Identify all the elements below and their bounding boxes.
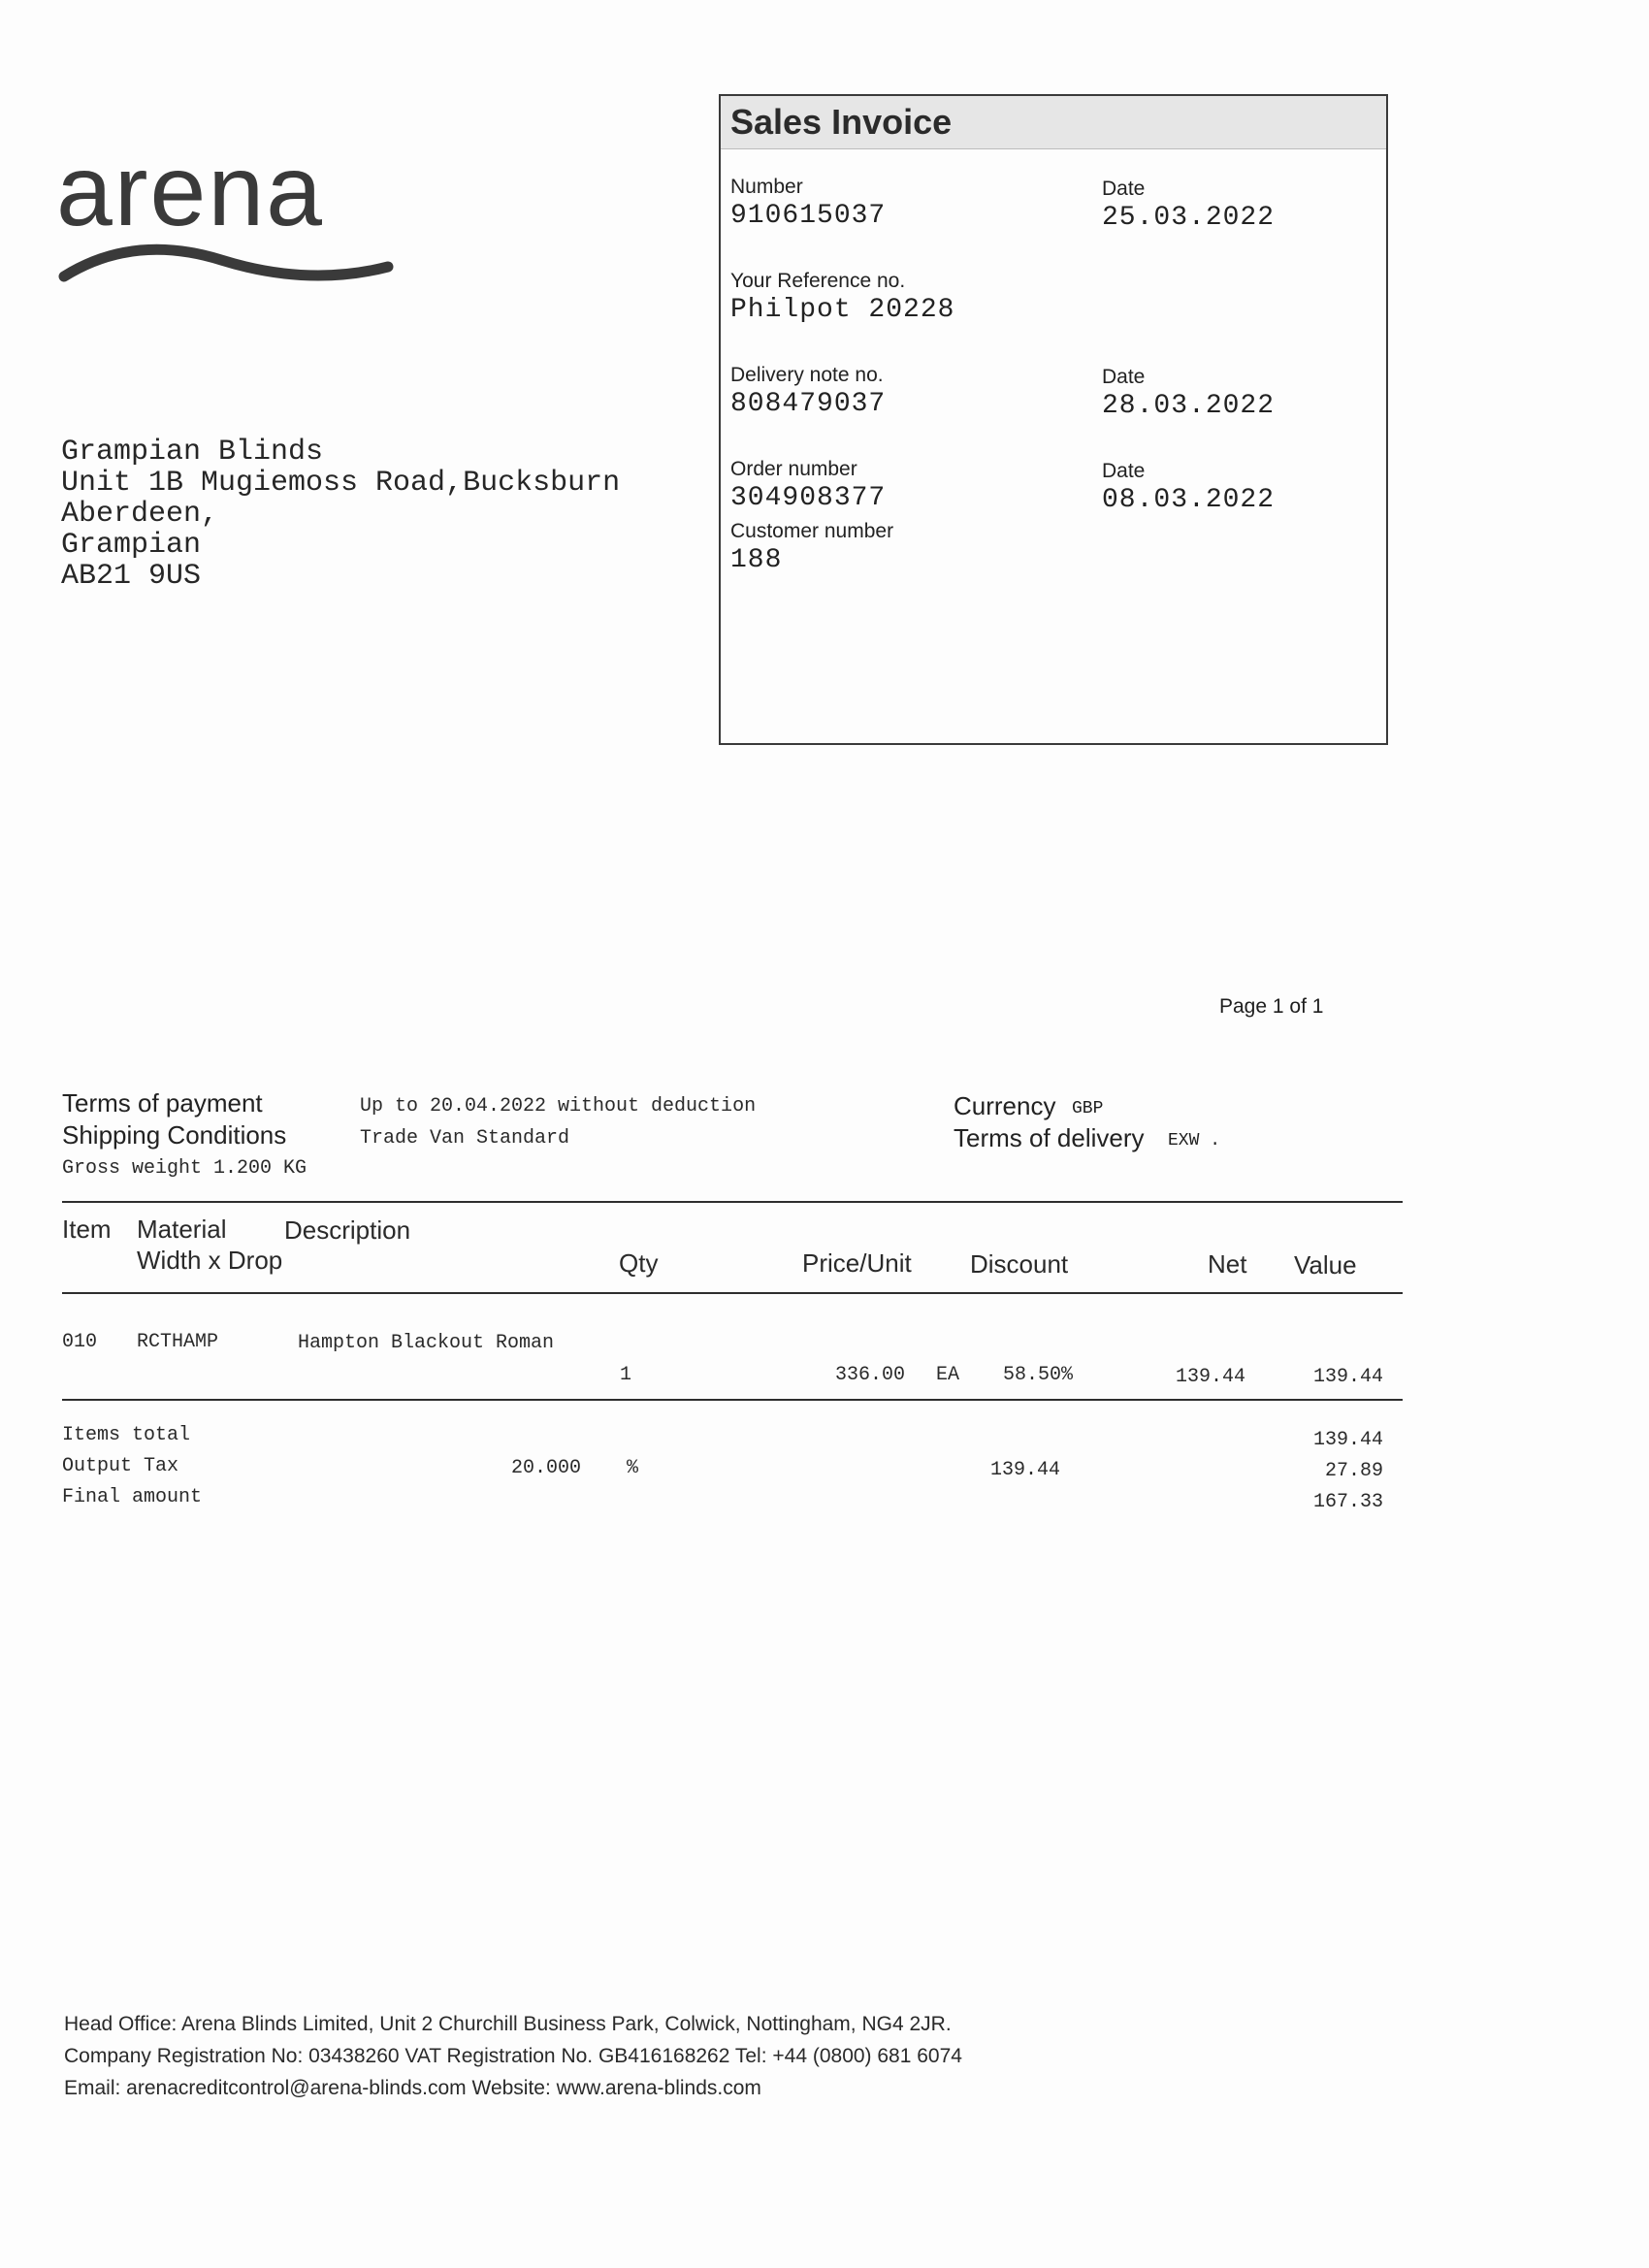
currency-label: Currency — [954, 1091, 1056, 1120]
order-number-label: Order number — [730, 458, 857, 480]
footer-contact: Email: arenacreditcontrol@arena-blinds.com Website: www.arena-blinds.com — [64, 2077, 761, 2099]
row-net: 139.44 — [1176, 1366, 1246, 1388]
output-tax-label: Output Tax — [62, 1455, 179, 1477]
column-header-value: Value — [1294, 1250, 1357, 1280]
customer-number-label: Customer number — [730, 520, 894, 542]
order-number: 304908377 — [730, 483, 887, 513]
your-reference-label: Your Reference no. — [730, 270, 906, 292]
column-header-net: Net — [1208, 1249, 1247, 1279]
row-material: RCTHAMP — [137, 1331, 219, 1353]
delivery-date: 28.03.2022 — [1102, 391, 1276, 421]
customer-number: 188 — [730, 545, 783, 575]
items-total-value: 139.44 — [1313, 1429, 1384, 1451]
invoice-date: 25.03.2022 — [1102, 203, 1276, 233]
final-amount-value: 167.33 — [1313, 1491, 1384, 1513]
footer-registration: Company Registration No: 03438260 VAT Registration No. GB416168262 Tel: +44 (0800) 681 6074 — [64, 2045, 962, 2067]
shipping-conditions-value: Trade Van Standard — [360, 1127, 570, 1150]
company-footer — [64, 2008, 962, 2104]
column-header-qty: Qty — [619, 1248, 659, 1278]
terms-of-delivery-value: EXW . — [1168, 1131, 1221, 1150]
tax-amount: 27.89 — [1325, 1460, 1384, 1482]
order-date: 08.03.2022 — [1102, 485, 1276, 515]
tax-percent-sign: % — [627, 1457, 639, 1479]
delivery-note-number: 808479037 — [730, 389, 887, 419]
final-amount-label: Final amount — [62, 1486, 203, 1508]
invoice-date-label: Date — [1102, 178, 1146, 200]
column-header-width-drop: Width x Drop — [137, 1246, 283, 1275]
column-header-material: Material — [137, 1215, 227, 1244]
table-header-rule — [62, 1292, 1403, 1294]
logo-text: arena — [56, 136, 324, 247]
row-qty: 1 — [620, 1364, 632, 1386]
arena-logo — [56, 136, 405, 291]
invoice-title: Sales Invoice — [730, 102, 953, 142]
delivery-note-label: Delivery note no. — [730, 364, 884, 386]
invoice-info-box — [719, 94, 1388, 745]
row-price: 336.00 — [835, 1364, 906, 1386]
column-header-item: Item — [62, 1215, 112, 1244]
invoice-number: 910615037 — [730, 201, 887, 231]
terms-of-payment-value: Up to 20.04.2022 without deduction — [360, 1095, 757, 1118]
terms-of-delivery-label: Terms of delivery — [954, 1123, 1145, 1152]
footer-head-office: Head Office: Arena Blinds Limited, Unit 2 Churchill Business Park, Colwick, Nottingham, NG4 2JR. — [64, 2013, 952, 2035]
row-item: 010 — [62, 1331, 98, 1353]
customer-address — [61, 437, 620, 592]
terms-of-payment-label: Terms of payment — [62, 1088, 263, 1118]
row-description: Hampton Blackout Roman — [298, 1332, 555, 1354]
gross-weight: Gross weight 1.200 KG — [62, 1157, 307, 1180]
delivery-date-label: Date — [1102, 366, 1146, 388]
table-top-rule — [62, 1201, 1403, 1203]
address-line: Grampian Blinds — [61, 436, 324, 469]
column-header-description: Description — [284, 1215, 411, 1245]
tax-base: 139.44 — [990, 1459, 1061, 1481]
your-reference: Philpot 20228 — [730, 295, 955, 325]
table-bottom-rule — [62, 1399, 1403, 1401]
address-line: Aberdeen, — [61, 498, 219, 531]
address-line: AB21 9US — [61, 560, 202, 593]
row-value: 139.44 — [1313, 1366, 1384, 1388]
column-header-price-unit: Price/Unit — [802, 1248, 912, 1278]
row-unit: EA — [936, 1364, 960, 1386]
address-line: Unit 1B Mugiemoss Road,Bucksburn — [61, 467, 621, 500]
number-label: Number — [730, 176, 803, 198]
column-header-discount: Discount — [970, 1249, 1069, 1279]
currency-value: GBP — [1072, 1099, 1104, 1118]
address-line: Grampian — [61, 529, 202, 562]
page-indicator: Page 1 of 1 — [1219, 995, 1324, 1018]
logo-wave — [64, 249, 388, 276]
row-discount: 58.50% — [1003, 1364, 1074, 1386]
shipping-conditions-label: Shipping Conditions — [62, 1120, 287, 1150]
order-date-label: Date — [1102, 460, 1146, 482]
items-total-label: Items total — [62, 1424, 191, 1446]
invoice-title-bar — [721, 96, 1386, 149]
tax-rate: 20.000 — [511, 1457, 582, 1479]
